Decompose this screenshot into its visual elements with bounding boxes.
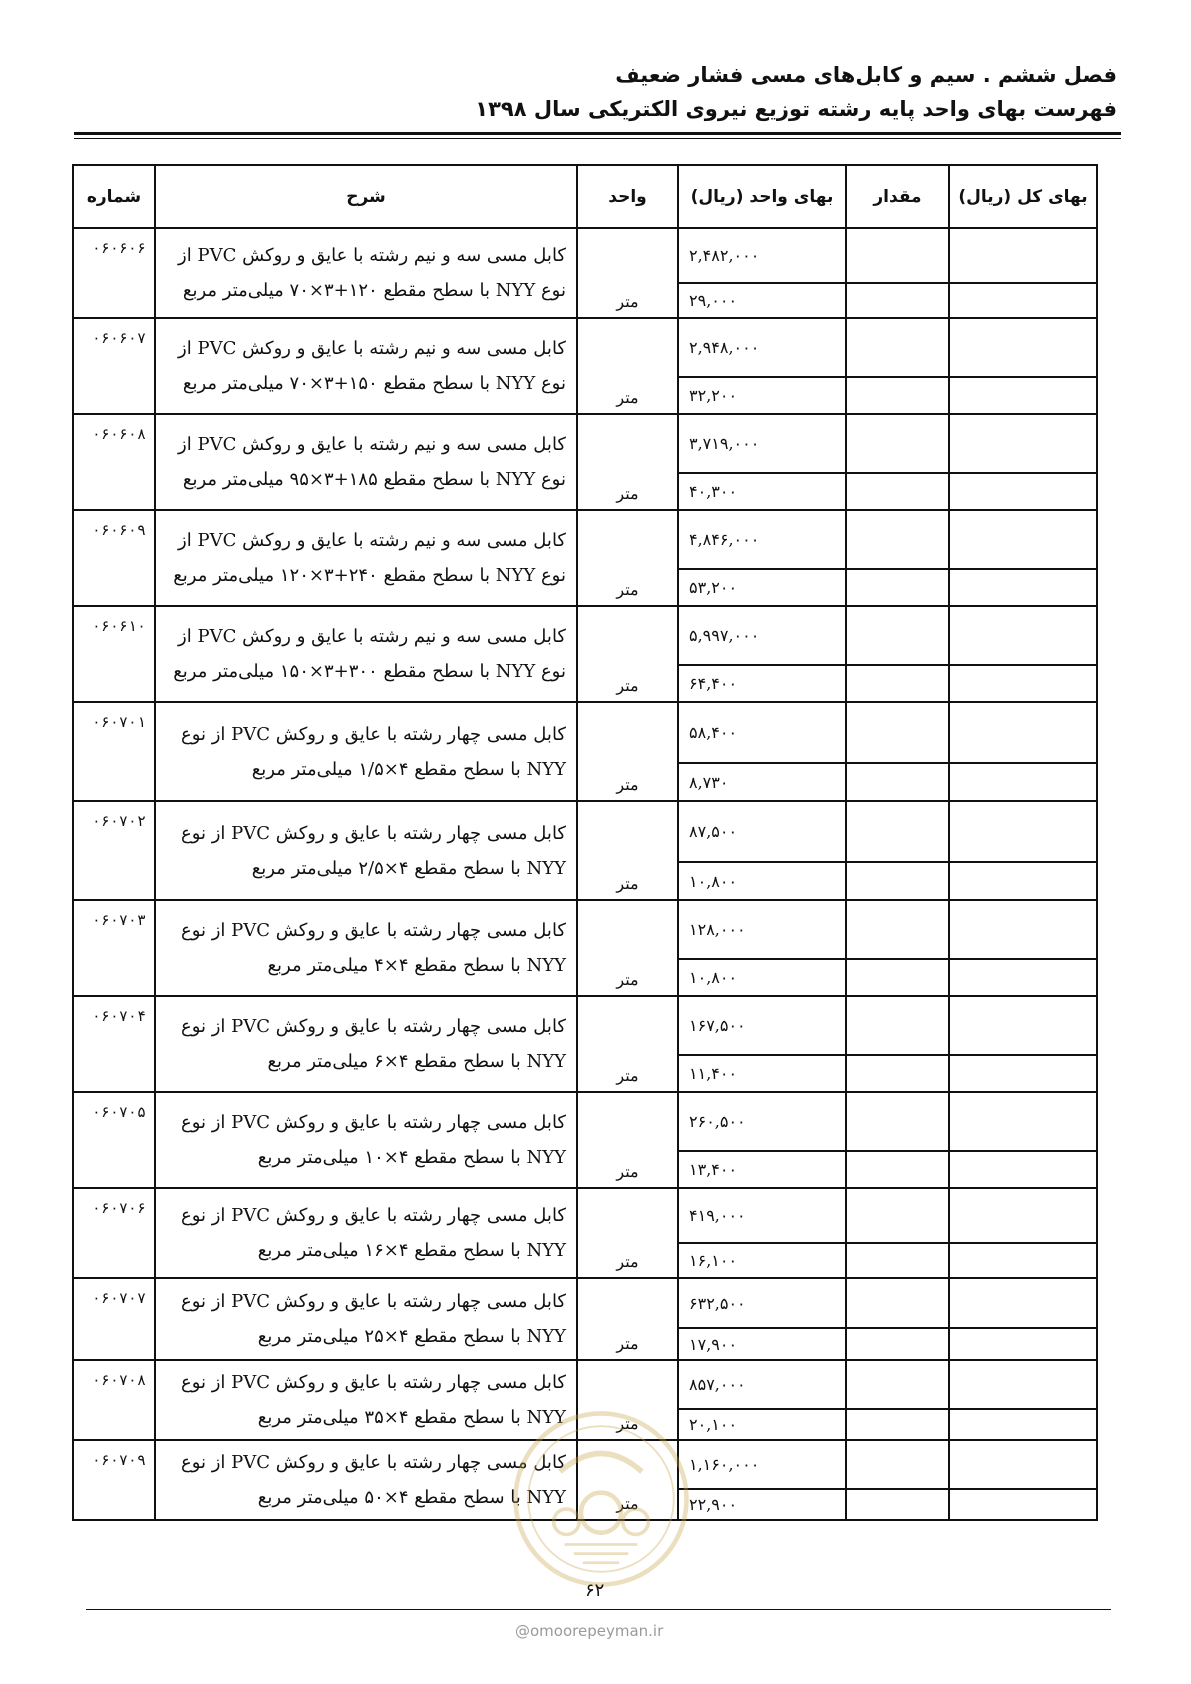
unit-price-secondary: ۸,۷۳۰ <box>678 763 846 801</box>
total-cell <box>949 1055 1097 1092</box>
unit-price-main: ۱۶۷,۵۰۰ <box>678 996 846 1055</box>
col-header-desc: شرح <box>155 165 577 228</box>
total-cell <box>949 228 1097 283</box>
total-cell <box>949 1092 1097 1151</box>
description-line-2: NYY با سطح مقطع ۴×۳۵ میلی‌متر مربع <box>257 1407 566 1428</box>
total-cell <box>949 862 1097 900</box>
chapter-title: فصل ششم . سیم و کابل‌های مسی فشار ضعیف <box>615 63 1117 87</box>
col-header-unit: واحد <box>577 165 678 228</box>
col-header-code: شماره <box>73 165 155 228</box>
unit-price-secondary: ۴۰,۳۰۰ <box>678 473 846 510</box>
description-cell <box>155 606 577 702</box>
unit-cell: متر <box>577 1278 678 1360</box>
unit-price-secondary: ۱۳,۴۰۰ <box>678 1151 846 1188</box>
description-line-2: NYY با سطح مقطع ۴×۱۰ میلی‌متر مربع <box>257 1147 566 1168</box>
qty-cell <box>846 318 949 377</box>
col-header-qty: مقدار <box>846 165 949 228</box>
item-code: ۰۶۰۷۰۶ <box>73 1188 155 1278</box>
unit-price-main: ۴,۸۴۶,۰۰۰ <box>678 510 846 569</box>
item-code: ۰۶۰۶۰۷ <box>73 318 155 414</box>
qty-cell <box>846 959 949 996</box>
qty-cell <box>846 763 949 801</box>
unit-cell: متر <box>577 1188 678 1278</box>
description-line-1: کابل مسی سه و نیم رشته با عایق و روکش PVC از <box>178 338 566 359</box>
description-line-2: NYY با سطح مقطع ۴×۴ میلی‌متر مربع <box>267 955 566 976</box>
description-cell <box>155 1188 577 1278</box>
unit-price-secondary: ۱۷,۹۰۰ <box>678 1328 846 1360</box>
description-cell <box>155 228 577 318</box>
page-header <box>77 58 1117 126</box>
unit-cell: متر <box>577 996 678 1092</box>
description-line-1: کابل مسی سه و نیم رشته با عایق و روکش PVC از <box>178 626 566 647</box>
qty-cell <box>846 228 949 283</box>
unit-cell: متر <box>577 606 678 702</box>
description-line-2: نوع NYY با سطح مقطع ۱۲۰+۳×۷۰ میلی‌متر مربع <box>182 280 566 301</box>
unit-cell: متر <box>577 1440 678 1520</box>
total-cell <box>949 318 1097 377</box>
total-cell <box>949 1243 1097 1278</box>
unit-price-secondary: ۱۱,۴۰۰ <box>678 1055 846 1092</box>
item-code: ۰۶۰۷۰۳ <box>73 900 155 996</box>
description-line-2: NYY با سطح مقطع ۴×۵۰ میلی‌متر مربع <box>257 1487 566 1508</box>
unit-price-secondary: ۵۳,۲۰۰ <box>678 569 846 606</box>
unit-price-main: ۲,۹۴۸,۰۰۰ <box>678 318 846 377</box>
table-body <box>73 228 1097 1520</box>
item-code: ۰۶۰۷۰۸ <box>73 1360 155 1440</box>
header-rule-thin <box>74 138 1121 139</box>
description-cell <box>155 414 577 510</box>
unit-price-main: ۸۵۷,۰۰۰ <box>678 1360 846 1409</box>
total-cell <box>949 702 1097 763</box>
unit-cell: متر <box>577 801 678 900</box>
total-cell <box>949 1360 1097 1409</box>
unit-price-secondary: ۳۲,۲۰۰ <box>678 377 846 414</box>
description-line-1: کابل مسی چهار رشته با عایق و روکش PVC از نوع <box>180 1291 566 1312</box>
item-code: ۰۶۰۷۰۵ <box>73 1092 155 1188</box>
table-row <box>73 900 1097 959</box>
unit-price-secondary: ۶۴,۴۰۰ <box>678 665 846 702</box>
qty-cell <box>846 1278 949 1328</box>
qty-cell <box>846 801 949 862</box>
header-rule-thick <box>74 132 1121 135</box>
total-cell <box>949 1489 1097 1520</box>
qty-cell <box>846 1055 949 1092</box>
qty-cell <box>846 414 949 473</box>
table-row <box>73 702 1097 763</box>
document-title: فهرست بهای واحد پایه رشته توزیع نیروی الکتریکی سال ۱۳۹۸ <box>475 97 1117 121</box>
description-line-2: نوع NYY با سطح مقطع ۱۵۰+۳×۷۰ میلی‌متر مربع <box>182 373 566 394</box>
unit-price-secondary: ۲۲,۹۰۰ <box>678 1489 846 1520</box>
item-code: ۰۶۰۶۰۹ <box>73 510 155 606</box>
item-code: ۰۶۰۷۰۲ <box>73 801 155 900</box>
qty-cell <box>846 702 949 763</box>
description-line-1: کابل مسی چهار رشته با عایق و روکش PVC از نوع <box>180 1372 566 1393</box>
description-line-1: کابل مسی چهار رشته با عایق و روکش PVC از نوع <box>180 723 566 745</box>
unit-price-secondary: ۲۹,۰۰۰ <box>678 283 846 318</box>
total-cell <box>949 1151 1097 1188</box>
total-cell <box>949 473 1097 510</box>
qty-cell <box>846 1243 949 1278</box>
description-line-2: NYY با سطح مقطع ۴×۱۶ میلی‌متر مربع <box>257 1240 566 1261</box>
unit-cell: متر <box>577 900 678 996</box>
description-cell <box>155 900 577 996</box>
total-cell <box>949 801 1097 862</box>
total-cell <box>949 414 1097 473</box>
total-cell <box>949 1328 1097 1360</box>
unit-price-secondary: ۲۰,۱۰۰ <box>678 1409 846 1440</box>
description-cell <box>155 1278 577 1360</box>
unit-cell: متر <box>577 702 678 801</box>
table-row <box>73 318 1097 377</box>
total-cell <box>949 959 1097 996</box>
qty-cell <box>846 996 949 1055</box>
qty-cell <box>846 900 949 959</box>
description-cell <box>155 996 577 1092</box>
unit-price-secondary: ۱۶,۱۰۰ <box>678 1243 846 1278</box>
total-cell <box>949 900 1097 959</box>
description-line-1: کابل مسی چهار رشته با عایق و روکش PVC از نوع <box>180 1112 566 1133</box>
unit-price-main: ۴۱۹,۰۰۰ <box>678 1188 846 1243</box>
unit-price-main: ۶۳۲,۵۰۰ <box>678 1278 846 1328</box>
qty-cell <box>846 1188 949 1243</box>
unit-price-main: ۵۸,۴۰۰ <box>678 702 846 763</box>
qty-cell <box>846 1151 949 1188</box>
qty-cell <box>846 1489 949 1520</box>
unit-cell: متر <box>577 1360 678 1440</box>
unit-price-main: ۱۲۸,۰۰۰ <box>678 900 846 959</box>
unit-cell: متر <box>577 228 678 318</box>
total-cell <box>949 606 1097 665</box>
qty-cell <box>846 1360 949 1409</box>
table-row <box>73 996 1097 1055</box>
qty-cell <box>846 1328 949 1360</box>
table-header-row <box>73 165 1097 228</box>
item-code: ۰۶۰۷۰۹ <box>73 1440 155 1520</box>
total-cell <box>949 1409 1097 1440</box>
qty-cell <box>846 1440 949 1489</box>
table-row <box>73 1360 1097 1409</box>
item-code: ۰۶۰۶۰۶ <box>73 228 155 318</box>
description-line-1: کابل مسی چهار رشته با عایق و روکش PVC از نوع <box>180 1205 566 1226</box>
table-row <box>73 606 1097 665</box>
description-cell <box>155 801 577 900</box>
footer-rule <box>86 1609 1111 1610</box>
item-code: ۰۶۰۷۰۱ <box>73 702 155 801</box>
item-code: ۰۶۰۶۰۸ <box>73 414 155 510</box>
unit-price-main: ۲,۴۸۲,۰۰۰ <box>678 228 846 283</box>
total-cell <box>949 1440 1097 1489</box>
qty-cell <box>846 510 949 569</box>
unit-cell: متر <box>577 510 678 606</box>
item-code: ۰۶۰۷۰۷ <box>73 1278 155 1360</box>
total-cell <box>949 996 1097 1055</box>
description-line-1: کابل مسی چهار رشته با عایق و روکش PVC از نوع <box>180 822 566 844</box>
description-line-2: NYY با سطح مقطع ۴×۲/۵ میلی‌متر مربع <box>251 857 566 879</box>
table-row <box>73 510 1097 569</box>
description-line-1: کابل مسی چهار رشته با عایق و روکش PVC از نوع <box>180 1016 566 1037</box>
description-line-2: نوع NYY با سطح مقطع ۱۸۵+۳×۹۵ میلی‌متر مربع <box>182 469 566 490</box>
table-row <box>73 414 1097 473</box>
qty-cell <box>846 283 949 318</box>
total-cell <box>949 665 1097 702</box>
total-cell <box>949 1278 1097 1328</box>
unit-price-main: ۳,۷۱۹,۰۰۰ <box>678 414 846 473</box>
table-row <box>73 1440 1097 1489</box>
item-code: ۰۶۰۷۰۴ <box>73 996 155 1092</box>
item-code: ۰۶۰۶۱۰ <box>73 606 155 702</box>
description-line-1: کابل مسی چهار رشته با عایق و روکش PVC از نوع <box>180 1452 566 1473</box>
table-row <box>73 801 1097 862</box>
unit-cell: متر <box>577 318 678 414</box>
total-cell <box>949 510 1097 569</box>
description-line-1: کابل مسی سه و نیم رشته با عایق و روکش PVC از <box>178 434 566 455</box>
description-line-2: NYY با سطح مقطع ۴×۱/۵ میلی‌متر مربع <box>251 758 566 780</box>
unit-price-main: ۵,۹۹۷,۰۰۰ <box>678 606 846 665</box>
description-cell <box>155 1440 577 1520</box>
qty-cell <box>846 606 949 665</box>
unit-price-main: ۲۶۰,۵۰۰ <box>678 1092 846 1151</box>
table-row <box>73 1188 1097 1243</box>
description-cell <box>155 318 577 414</box>
description-cell <box>155 510 577 606</box>
price-table <box>72 164 1098 1521</box>
description-cell <box>155 1360 577 1440</box>
page-number: ۶۲ <box>585 1580 605 1601</box>
qty-cell <box>846 665 949 702</box>
total-cell <box>949 283 1097 318</box>
table-row <box>73 1278 1097 1328</box>
description-line-2: NYY با سطح مقطع ۴×۲۵ میلی‌متر مربع <box>257 1326 566 1347</box>
unit-cell: متر <box>577 1092 678 1188</box>
description-line-1: کابل مسی چهار رشته با عایق و روکش PVC از نوع <box>180 920 566 941</box>
description-line-2: نوع NYY با سطح مقطع ۲۴۰+۳×۱۲۰ میلی‌متر مربع <box>173 565 566 586</box>
description-line-1: کابل مسی سه و نیم رشته با عایق و روکش PVC از <box>178 530 566 551</box>
description-cell <box>155 1092 577 1188</box>
qty-cell <box>846 377 949 414</box>
description-line-2: نوع NYY با سطح مقطع ۳۰۰+۳×۱۵۰ میلی‌متر مربع <box>173 661 566 682</box>
watermark-url: @omoorepeyman.ir <box>515 1622 664 1640</box>
description-cell <box>155 702 577 801</box>
unit-price-secondary: ۱۰,۸۰۰ <box>678 862 846 900</box>
qty-cell <box>846 473 949 510</box>
description-line-1: کابل مسی سه و نیم رشته با عایق و روکش PVC از <box>178 245 566 266</box>
description-line-2: NYY با سطح مقطع ۴×۶ میلی‌متر مربع <box>267 1051 566 1072</box>
table-row <box>73 228 1097 283</box>
unit-price-secondary: ۱۰,۸۰۰ <box>678 959 846 996</box>
unit-price-main: ۱,۱۶۰,۰۰۰ <box>678 1440 846 1489</box>
col-header-total: بهای کل (ریال) <box>949 165 1097 228</box>
qty-cell <box>846 1092 949 1151</box>
qty-cell <box>846 569 949 606</box>
total-cell <box>949 377 1097 414</box>
table-row <box>73 1092 1097 1151</box>
qty-cell <box>846 1409 949 1440</box>
unit-cell: متر <box>577 414 678 510</box>
qty-cell <box>846 862 949 900</box>
col-header-unit-price: بهای واحد (ریال) <box>678 165 846 228</box>
unit-price-main: ۸۷,۵۰۰ <box>678 801 846 862</box>
total-cell <box>949 569 1097 606</box>
total-cell <box>949 1188 1097 1243</box>
total-cell <box>949 763 1097 801</box>
